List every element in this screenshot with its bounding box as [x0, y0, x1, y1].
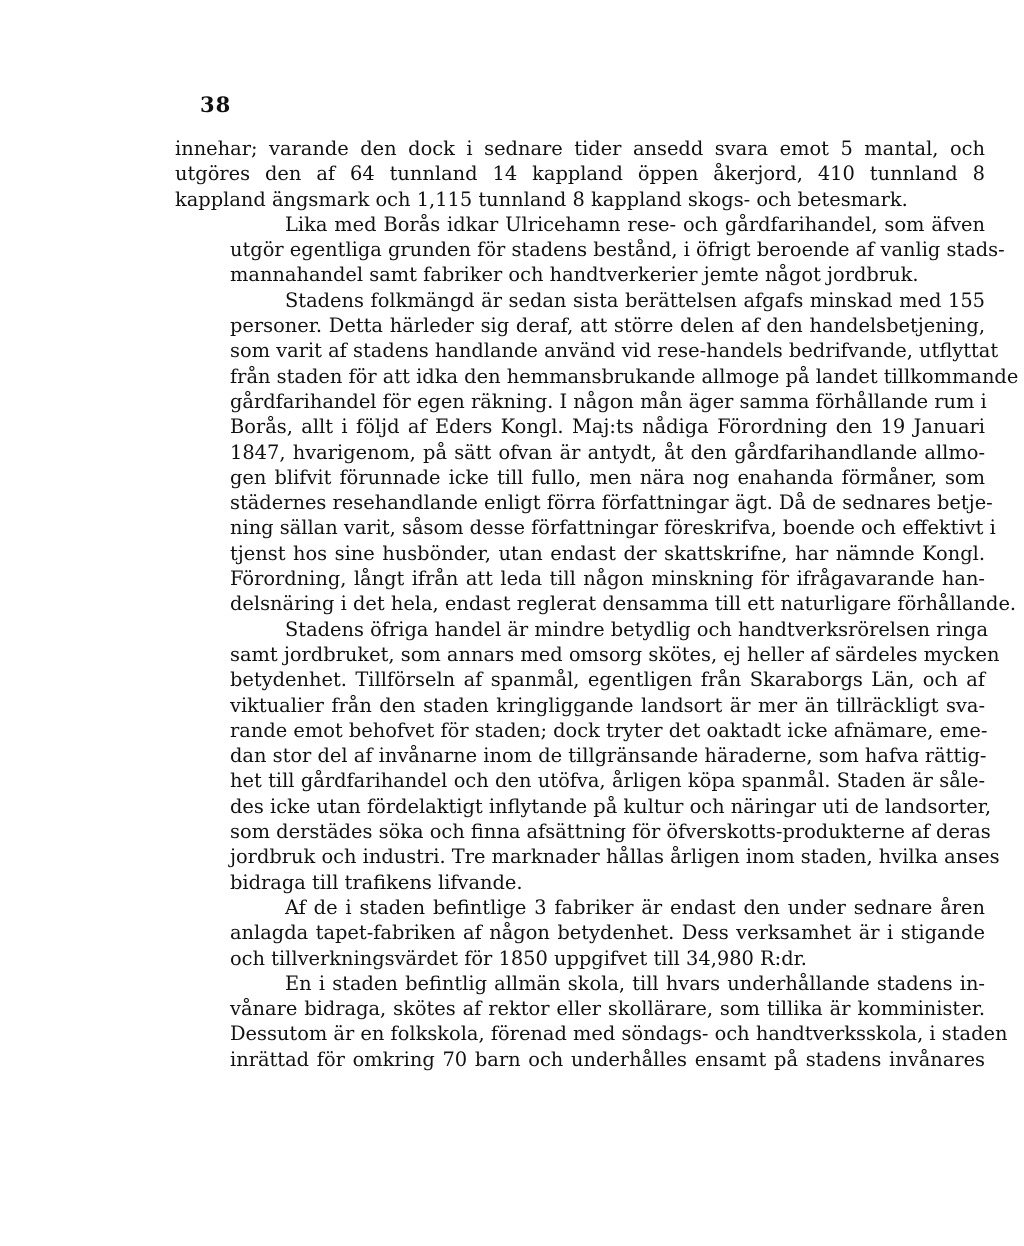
text-line: och tillverkningsvärdet för 1850 uppgifvet till 34,980 R:dr.	[230, 946, 807, 970]
text-line: des icke utan fördelaktigt inflytande på kultur och näringar uti de landsorter,	[230, 794, 992, 818]
text-line: mannahandel samt fabriker och handtverkerier jemte något jordbruk.	[230, 263, 919, 287]
text-line: som derstädes söka och finna afsättning för öfverskotts-produkterne af deras	[230, 820, 991, 844]
text-line: En i staden befintlig allmän skola, till hvars underhållande stadens in-	[285, 971, 985, 995]
text-line: personer. Detta härleder sig deraf, att större delen af den handelsbetjening,	[230, 314, 985, 338]
body-text	[175, 136, 1019, 1072]
paragraph-6	[175, 971, 1008, 1072]
text-line: städernes resehandlande enligt förra författningar ägt. Då de sednares betje-	[230, 491, 993, 515]
text-line: betydenhet. Tillförseln af spanmål, egentligen från Skaraborgs Län, och af	[230, 668, 985, 692]
text-line: rande emot behofvet för staden; dock tryter det oaktadt icke afnämare, eme-	[230, 718, 988, 742]
paragraph-1	[175, 136, 985, 212]
text-line: samt jordbruket, som annars med omsorg skötes, ej heller af särdeles mycken	[230, 642, 1000, 666]
text-line: Af de i staden befintlige 3 fabriker är endast den under sednare åren	[285, 895, 985, 919]
text-line: Stadens folkmängd är sedan sista berättelsen afgafs minskad med 155	[285, 288, 985, 312]
text-line: ning sällan varit, såsom desse författningar föreskrifva, boende och effektivt i	[230, 516, 996, 540]
text-line: delsnäring i det hela, endast reglerat densamma till ett naturligare förhållande.	[230, 592, 1017, 616]
text-line: Stadens öfriga handel är mindre betydlig och handtverksrörelsen ringa	[285, 617, 989, 641]
page-number: 38	[200, 92, 232, 117]
text-line: jordbruk och industri. Tre marknader hållas årligen inom staden, hvilka anses	[230, 845, 1000, 869]
text-line: dan stor del af invånarne inom de tillgränsande häraderne, som hafva rättig-	[230, 744, 987, 768]
paragraph-4	[175, 617, 1000, 895]
text-line: anlagda tapet-fabriken af någon betydenhet. Dess verksamhet är i stigande	[230, 921, 985, 945]
text-line: Förordning, långt ifrån att leda till någon minskning för ifrågavarande han-	[230, 567, 985, 591]
text-line: utgöres den af 64 tunnland 14 kappland öppen åkerjord, 410 tunnland 8	[175, 162, 985, 186]
text-line: från staden för att idka den hemmansbrukande allmoge på landet tillkommande	[230, 364, 1019, 388]
paragraph-2	[175, 212, 1005, 288]
text-line: innehar; varande den dock i sednare tider ansedd svara emot 5 mantal, och	[175, 137, 985, 160]
paragraph-5	[175, 895, 985, 971]
text-line: kappland ängsmark och 1,115 tunnland 8 kappland skogs- och betesmark.	[175, 187, 908, 211]
text-line: Dessutom är en folkskola, förenad med söndags- och handtverksskola, i staden	[230, 1022, 1008, 1046]
text-line: som varit af stadens handlande använd vid rese-handels bedrifvande, utflyttat	[230, 339, 999, 363]
text-line: bidraga till trafikens lifvande.	[230, 870, 523, 894]
text-line: tjenst hos sine husbönder, utan endast der skattskrifne, har nämnde Kongl.	[230, 541, 985, 565]
text-line: het till gårdfarihandel och den utöfva, årligen köpa spanmål. Staden är såle-	[230, 769, 985, 793]
text-line: utgör egentliga grunden för stadens bestånd, i öfrigt beroende af vanlig stads-	[230, 238, 1005, 262]
text-line: gen blifvit förunnade icke till fullo, men nära nog enahanda förmåner, som	[230, 465, 985, 489]
text-line: viktualier från den staden kringliggande landsort är mer än tillräckligt sva-	[230, 693, 985, 717]
text-line: gårdfarihandel för egen räkning. I någon mån äger samma förhållande rum i	[230, 389, 987, 413]
text-line: inrättad för omkring 70 barn och underhålles ensamt på stadens invånares	[230, 1047, 985, 1071]
text-line: Lika med Borås idkar Ulricehamn rese- och gårdfarihandel, som äfven	[285, 212, 985, 236]
paragraph-3	[175, 288, 1019, 617]
text-line: vånare bidraga, skötes af rektor eller skollärare, som tillika är komminister.	[230, 997, 985, 1021]
text-line: 1847, hvarigenom, på sätt ofvan är antydt, åt den gårdfarihandlande allmo-	[230, 440, 985, 464]
text-line: Borås, allt i följd af Eders Kongl. Maj:ts nådiga Förordning den 19 Januari	[230, 415, 985, 439]
